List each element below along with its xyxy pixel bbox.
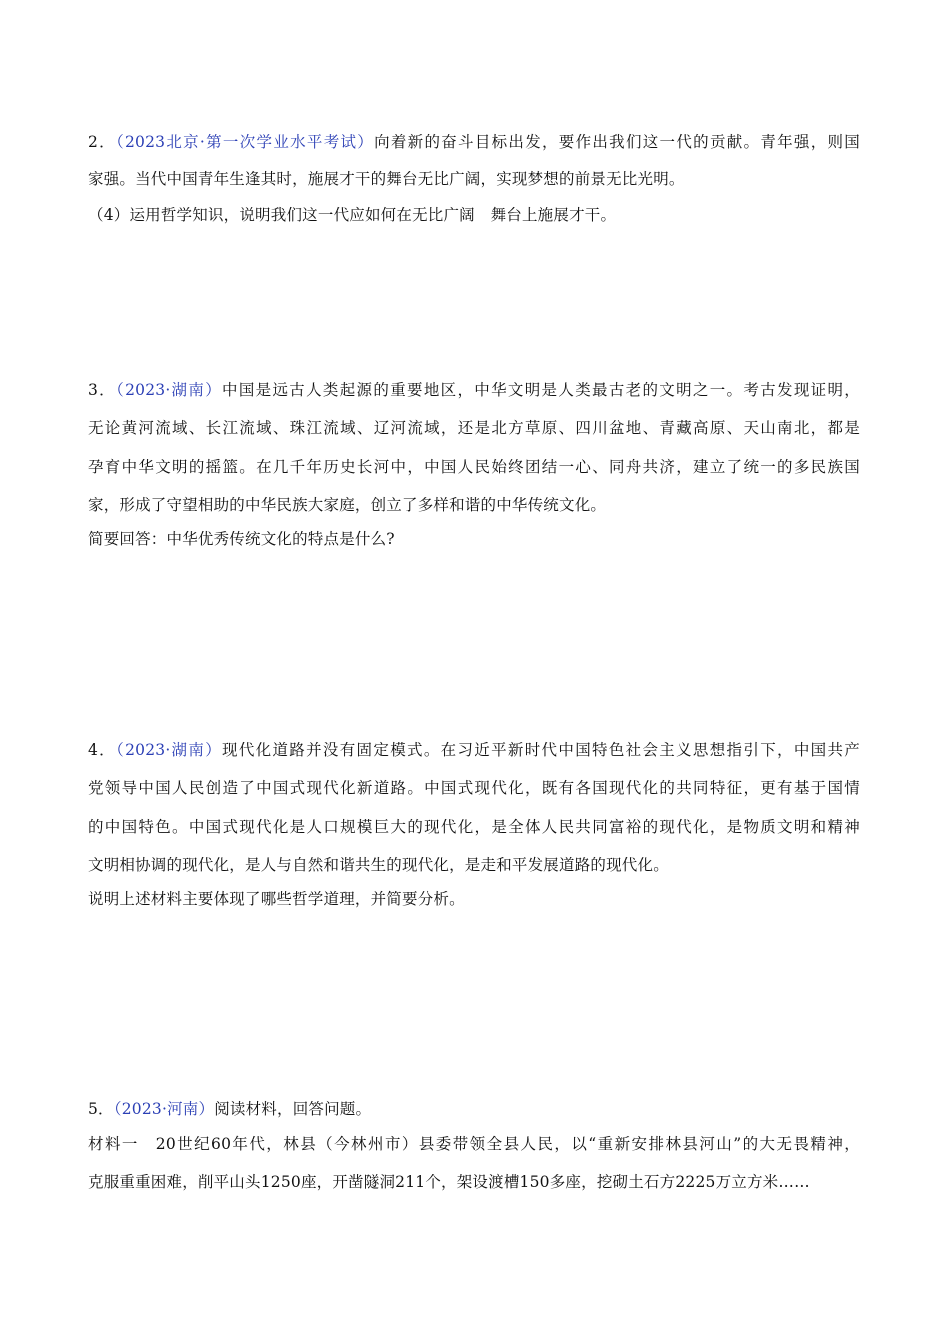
question-3-line-3: 孕育中华文明的摇篮。在几千年历史长河中，中国人民始终团结一心、同舟共济，建立了统一的多民族国 [88, 458, 860, 476]
question-text: 向着新的奋斗目标出发，要作出我们这一代的贡献。青年强，则国 [374, 133, 860, 151]
question-3-line-2: 无论黄河流域、长江流域、珠江流域、辽河流域，还是北方草原、四川盆地、青藏高原、天山南北，都是 [88, 419, 860, 437]
question-4-line-2: 党领导中国人民创造了中国式现代化新道路。中国式现代化，既有各国现代化的共同特征，更有基于国情 [88, 779, 860, 797]
question-4-line-4: 文明相协调的现代化，是人与自然和谐共生的现代化，是走和平发展道路的现代化。 [88, 856, 669, 874]
question-source: （2023·河南） [113, 1100, 215, 1118]
question-number: 5． [88, 1100, 114, 1118]
question-number: 2． [88, 133, 116, 151]
question-5-line-1 [88, 1099, 371, 1119]
question-2-prompt: （4）运用哲学知识，说明我们这一代应如何在无比广阔 舞台上施展才干。 [88, 206, 617, 224]
question-number: 4． [88, 741, 116, 759]
question-3-line-1 [88, 380, 860, 400]
question-3-prompt: 简要回答：中华优秀传统文化的特点是什么? [88, 530, 395, 548]
question-text: 中国是远古人类起源的重要地区，中华文明是人类最古老的文明之一。考古发现证明， [222, 381, 860, 399]
question-number: 3． [88, 381, 116, 399]
question-2-line-2: 家强。当代中国青年生逢其时，施展才干的舞台无比广阔，实现梦想的前景无比光明。 [88, 170, 685, 188]
question-5-material-line-1: 材料一 20世纪60年代，林县（今林州市）县委带领全县人民，以“重新安排林县河山”的大无畏精神， [88, 1135, 860, 1153]
question-text: 现代化道路并没有固定模式。在习近平新时代中国特色社会主义思想指引下，中国共产 [222, 741, 860, 759]
question-source: （2023·湖南） [116, 741, 223, 759]
question-4-line-1 [88, 740, 860, 760]
question-4-prompt: 说明上述材料主要体现了哪些哲学道理，并简要分析。 [88, 890, 465, 908]
question-source: （2023·湖南） [116, 381, 223, 399]
question-4-line-3: 的中国特色。中国式现代化是人口规模巨大的现代化，是全体人民共同富裕的现代化，是物质文明和精神 [88, 818, 860, 836]
question-3-line-4: 家，形成了守望相助的中华民族大家庭，创立了多样和谐的中华传统文化。 [88, 496, 607, 514]
question-text: 阅读材料，回答问题。 [214, 1100, 372, 1118]
question-2-line-1 [88, 132, 860, 152]
question-5-material-line-2: 克服重重困难，削平山头1250座，开凿隧洞211个，架设渡槽150多座，挖砌土石方2225万立方米…… [88, 1173, 810, 1191]
question-source: （2023北京·第一次学业水平考试） [115, 133, 375, 151]
